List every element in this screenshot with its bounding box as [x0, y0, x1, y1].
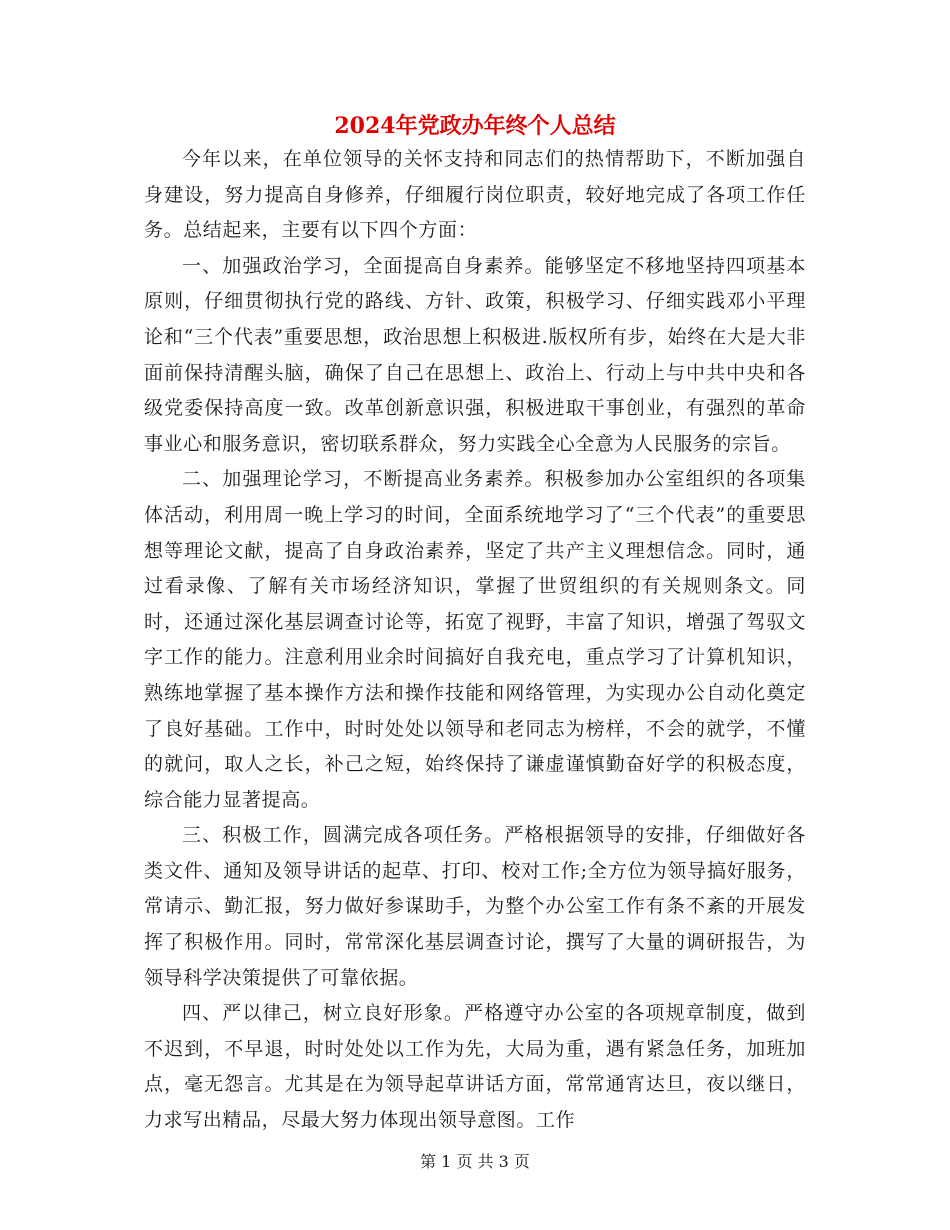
paragraph-intro: 今年以来，在单位领导的关怀支持和同志们的热情帮助下，不断加强自身建设，努力提高自身修养，仔细履行岗位职责，较好地完成了各项工作任务。总结起来，主要有以下四个方面： [144, 148, 806, 242]
paragraph-self-discipline: 四、严以律己，树立良好形象。严格遵守办公室的各项规章制度，做到不迟到，不早退，时时处处以工作为先，大局为重，遇有紧急任务，加班加点，毫无怨言。尤其是在为领导起草讲话方面，常常通宵达旦，夜以继日，力求写出精品，尽最大努力体现出领导意图。工作 [144, 1002, 806, 1132]
paragraph-work-tasks: 三、积极工作，圆满完成各项任务。严格根据领导的安排，仔细做好各类文件、通知及领导讲话的起草、打印、校对工作;全方位为领导搞好服务，常请示、勤汇报，努力做好参谋助手，为整个办公室工作有条不紊的开展发挥了积极作用。同时，常常深化基层调查讨论，撰写了大量的调研报告，为领导科学决策提供了可靠依据。 [144, 824, 806, 989]
paragraph-political-study: 一、加强政治学习，全面提高自身素养。能够坚定不移地坚持四项基本原则，仔细贯彻执行党的路线、方针、政策，积极学习、仔细实践邓小平理论和“三个代表”重要思想，政治思想上积极进.版权所有步，始终在大是大非面前保持清醒头脑，确保了自己在思想上、政治上、行动上与中共中央和各级党委保持高度一致。改革创新意识强，积极进取干事创业，有强烈的革命事业心和服务意识，密切联系群众，努力实践全心全意为人民服务的宗旨。 [144, 254, 806, 455]
document-body [144, 142, 806, 1139]
page-number-footer: 第 1 页 共 3 页 [420, 1152, 530, 1171]
document-title: 2024年党政办年终个人总结 [334, 113, 616, 139]
paragraph-theory-study: 二、加强理论学习，不断提高业务素养。积极参加办公室组织的各项集体活动，利用周一晚上学习的时间，全面系统地学习了“三个代表”的重要思想等理论文献，提高了自身政治素养，坚定了共产主义理想信念。同时，通过看录像、了解有关市场经济知识，掌握了世贸组织的有关规则条文。同时，还通过深化基层调查讨论等，拓宽了视野，丰富了知识，增强了驾驭文字工作的能力。注意利用业余时间搞好自我充电，重点学习了计算机知识，熟练地掌握了基本操作方法和操作技能和网络管理，为实现办公自动化奠定了良好基础。工作中，时时处处以领导和老同志为榜样，不会的就学，不懂的就问，取人之长，补己之短，始终保持了谦虚谨慎勤奋好学的积极态度，综合能力显著提高。 [144, 468, 806, 811]
